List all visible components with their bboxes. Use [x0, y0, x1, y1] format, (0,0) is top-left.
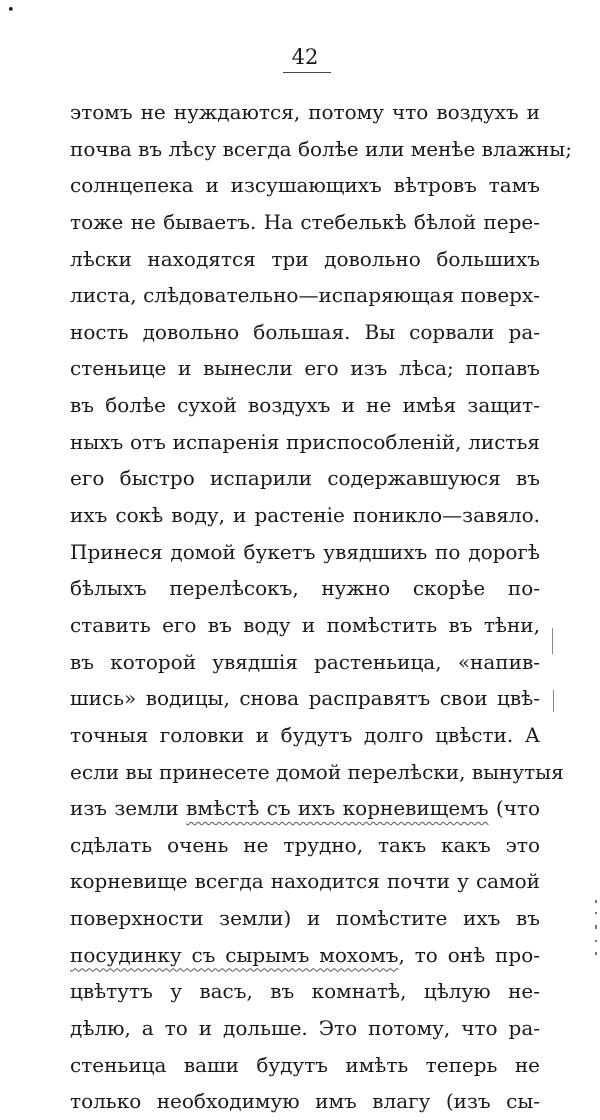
margin-pencil-mark	[553, 690, 554, 712]
text-line: стеньице и вынесли его изъ лѣса; попавъ	[70, 356, 540, 381]
text-line: дѣлю, а то и дольше. Это потому, что ра-	[70, 1016, 540, 1041]
text-segment: изъ земли	[70, 796, 187, 821]
text-line: если вы принесете домой перелѣски, вынутыя	[70, 759, 564, 784]
text-line-with-underline	[70, 790, 540, 827]
text-line: цвѣтутъ у васъ, въ комнатѣ, цѣлую не-	[70, 979, 540, 1004]
underlined-phrase: вмѣстѣ съ ихъ корневищемъ	[186, 796, 489, 821]
text-line: его быстро испарили содержавшуюся въ	[70, 466, 540, 491]
text-line: стеньица ваши будутъ имѣть теперь не	[70, 1052, 540, 1077]
text-line: ставить его въ воду и помѣстить въ тѣни,	[70, 612, 540, 637]
text-line: Принеся домой букетъ увядшихъ по дорогѣ	[70, 539, 540, 564]
page-number: 42	[291, 45, 319, 69]
text-line: въ которой увядшія растеньица, «напив-	[70, 649, 540, 674]
text-line: только необходимую имъ влагу (изъ сы-	[70, 1089, 540, 1114]
text-line: поверхности земли) и помѣстите ихъ въ	[70, 906, 540, 931]
text-line: въ болѣе сухой воздухъ и не имѣя защит-	[70, 393, 540, 418]
text-segment: (что	[488, 796, 540, 821]
corner-dot-mark: •	[7, 3, 15, 18]
page-number-rule	[283, 72, 331, 73]
text-line: корневище всегда находится почти у самой	[70, 869, 540, 894]
body-text	[70, 94, 572, 1120]
text-line-with-underline	[70, 937, 540, 974]
text-line: ихъ сокѣ воду, и растеніе поникло—завяло.	[70, 503, 540, 528]
page-edge-speckle	[595, 900, 597, 903]
text-line: ныхъ отъ испаренія приспособленій, листья	[70, 429, 540, 454]
text-line: тоже не бываетъ. На стебелькѣ бѣлой пере-	[70, 209, 540, 234]
margin-pencil-mark	[552, 628, 553, 654]
text-line: солнцепека и изсушающихъ вѣтровъ тамъ	[70, 173, 540, 198]
text-line: бѣлыхъ перелѣсокъ, нужно скорѣе по-	[70, 576, 540, 601]
text-line: шись» водицы, снова расправятъ свои цвѣ-	[70, 686, 540, 711]
text-segment: , то онѣ про-	[398, 942, 540, 967]
page-edge-speckle	[595, 912, 597, 914]
text-line: точныя головки и будутъ долго цвѣсти. А	[70, 722, 540, 747]
text-line: сдѣлать очень не трудно, такъ какъ это	[70, 832, 540, 857]
page-edge-speckle	[595, 940, 597, 942]
text-line: лѣски находятся три довольно большихъ	[70, 246, 540, 271]
text-line: почва въ лѣсу всегда болѣе или менѣе влажны;	[70, 136, 572, 161]
text-line: ность довольно большая. Вы сорвали ра-	[70, 319, 540, 344]
underlined-phrase: посудинку съ сырымъ мохомъ	[70, 942, 399, 967]
page-edge-speckle	[595, 952, 597, 955]
text-line: этомъ не нуждаются, потому что воздухъ и	[70, 100, 540, 124]
text-line: листа, слѣдовательно—испаряющая поверх-	[70, 283, 540, 308]
page-edge-speckle	[595, 925, 597, 929]
